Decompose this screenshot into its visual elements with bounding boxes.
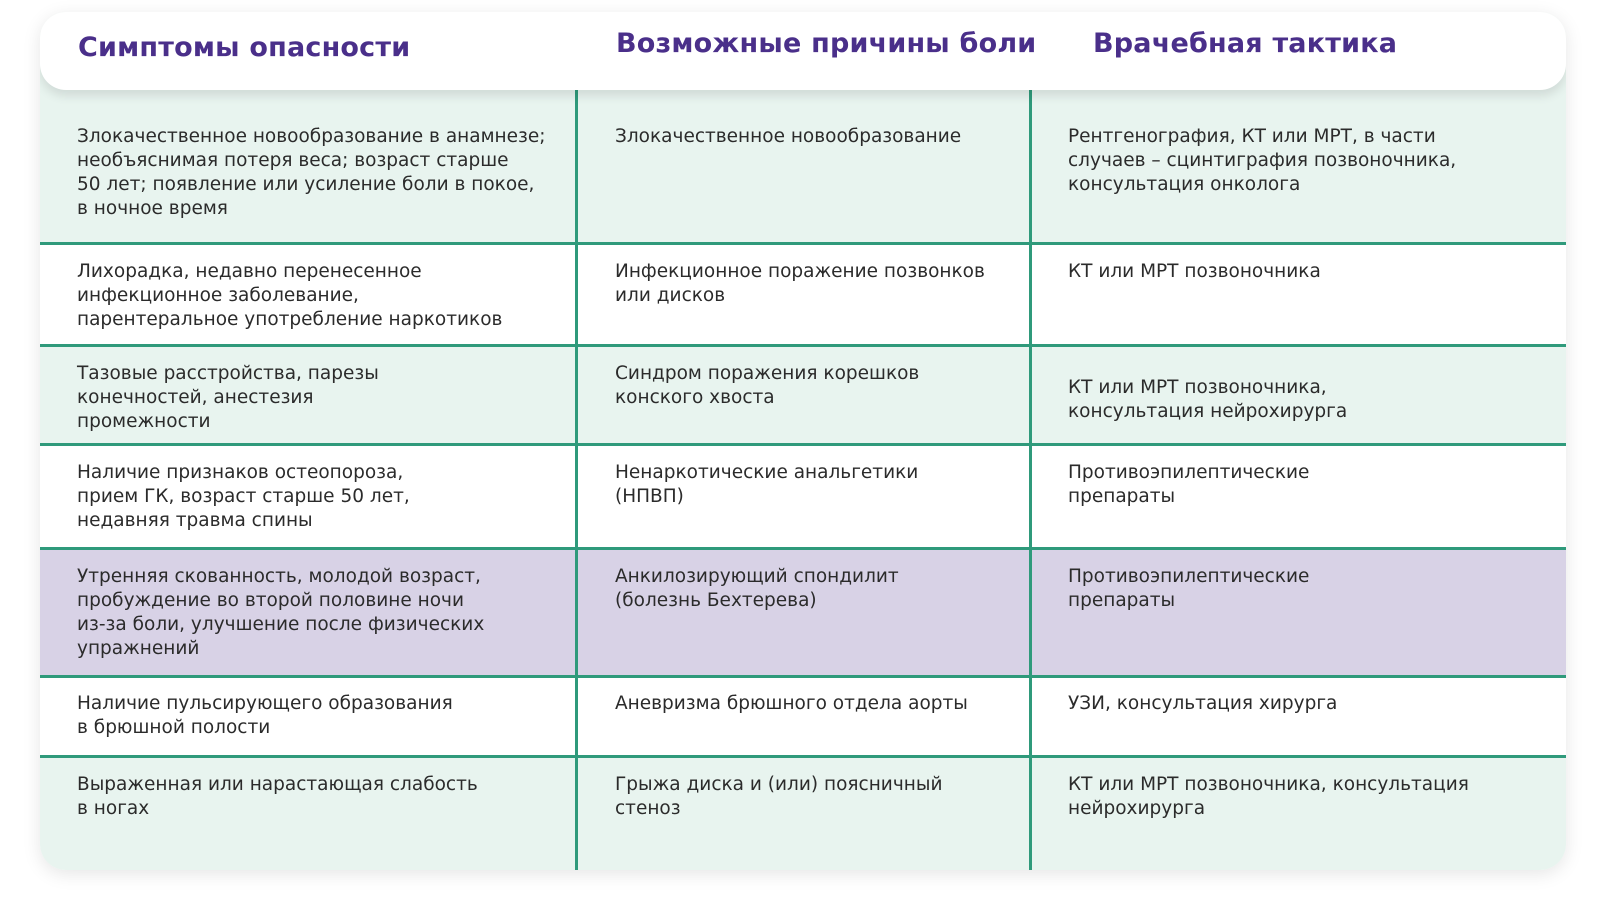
cell-causes: Анкилозирующий спондилит (болезнь Бехтерева)	[615, 566, 899, 611]
cell-causes: Ненаркотические анальгетики (НПВП)	[615, 462, 919, 507]
cell-symptoms: Тазовые расстройства, парезы конечностей, анестезия промежности	[77, 363, 379, 432]
cell-symptoms: Выраженная или нарастающая слабость в ногах	[77, 774, 478, 819]
cell-causes: Инфекционное поражение позвонков или дисков	[615, 261, 985, 306]
column-header-causes: Возможные причины боли	[616, 28, 1037, 59]
row-divider	[40, 242, 1566, 245]
cell-tactics: КТ или МРТ позвоночника	[1068, 261, 1321, 282]
table-card	[40, 12, 1566, 870]
cell-symptoms: Наличие признаков остеопороза, прием ГК, возраст старше 50 лет, недавняя травма спины	[77, 462, 410, 531]
table-body	[40, 12, 1566, 870]
cell-symptoms: Злокачественное новообразование в анамнезе; необъяснимая потеря веса; возраст старше 50 лет; появление или усиление боли в покое, в ночное время	[77, 126, 546, 219]
cell-tactics: Рентгенография, КТ или МРТ, в части случаев – сцинтиграфия позвоночника, консультация онколога	[1068, 126, 1457, 195]
cell-tactics: КТ или МРТ позвоночника, консультация нейрохирурга	[1068, 377, 1348, 422]
cell-tactics: Противоэпилептические препараты	[1068, 462, 1310, 507]
row-divider	[40, 547, 1566, 550]
cell-tactics: КТ или МРТ позвоночника, консультация нейрохирурга	[1068, 774, 1469, 819]
table-header	[40, 12, 1566, 90]
cell-causes: Грыжа диска и (или) поясничный стеноз	[615, 774, 943, 819]
column-header-tactics: Врачебная тактика	[1093, 28, 1398, 59]
cell-tactics: УЗИ, консультация хирурга	[1068, 693, 1338, 714]
cell-causes: Злокачественное новообразование	[615, 126, 962, 147]
cell-causes: Синдром поражения корешков конского хвоста	[615, 363, 920, 408]
column-header-symptoms: Симптомы опасности	[78, 32, 411, 63]
cell-symptoms: Лихорадка, недавно перенесенное инфекционное заболевание, парентеральное употребление наркотиков	[77, 261, 503, 330]
cell-causes: Аневризма брюшного отдела аорты	[615, 693, 968, 714]
row-divider	[40, 443, 1566, 446]
cell-symptoms: Утренняя скованность, молодой возраст, пробуждение во второй половине ночи из-за боли, улучшение после физических упражнений	[77, 566, 485, 659]
row-divider	[40, 755, 1566, 758]
row-divider	[40, 675, 1566, 678]
row-divider	[40, 344, 1566, 347]
cell-symptoms: Наличие пульсирующего образования в брюшной полости	[77, 693, 453, 738]
cell-tactics: Противоэпилептические препараты	[1068, 566, 1310, 611]
